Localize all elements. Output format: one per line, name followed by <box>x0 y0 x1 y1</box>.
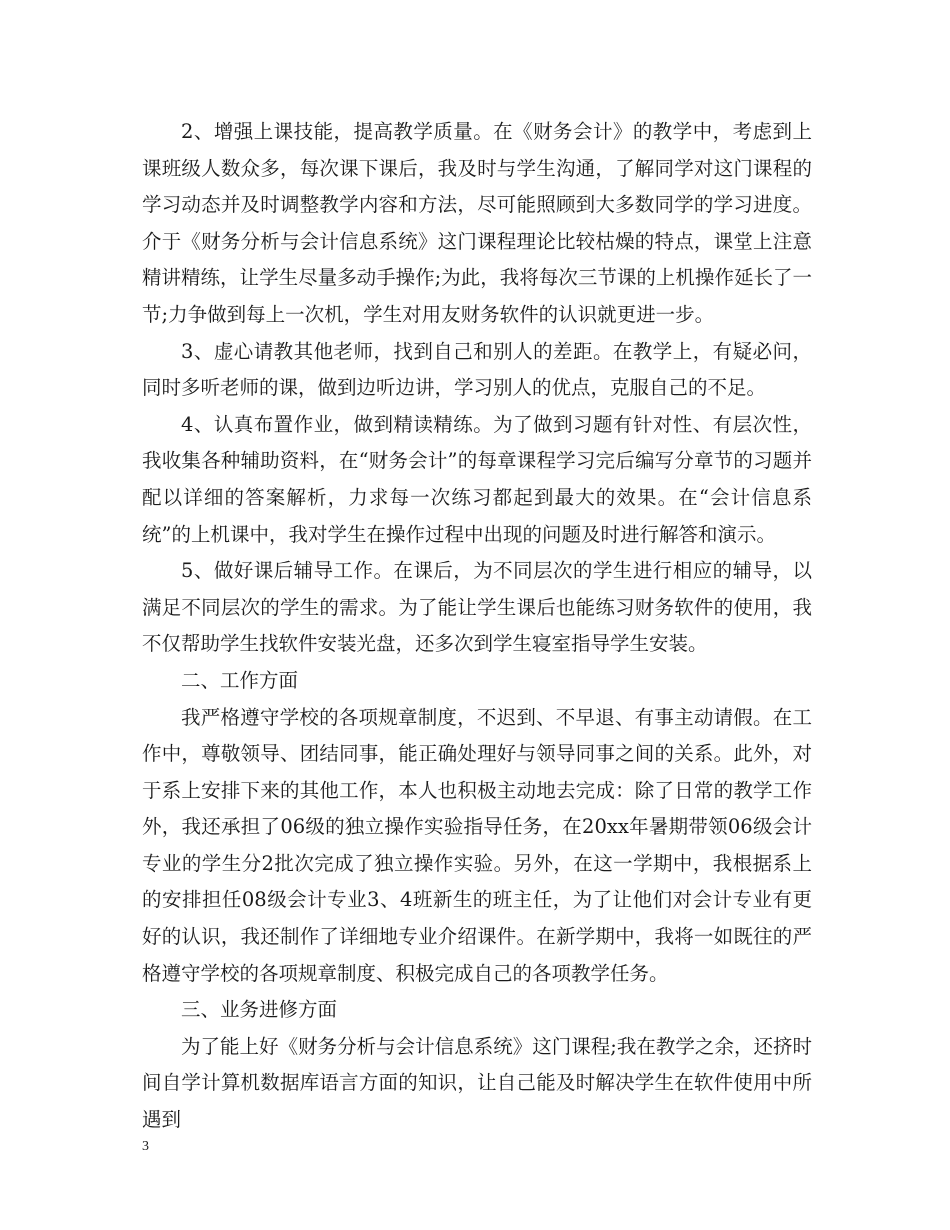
paragraph-work: 我严格遵守学校的各项规章制度，不迟到、不早退、有事主动请假。在工作中，尊敬领导、团结同事，能正确处理好与领导同事之间的关系。此外，对于系上安排下来的其他工作，本人也积极主动地去完成：除了日常的教学工作外，我还承担了06级的独立操作实验指导任务，在20xx年暑期带领06级会计专业的学生分2批次完成了独立操作实验。另外，在这一学期中，我根据系上的安排担任08级会计专业3、4班新生的班主任，为了让他们对会计专业有更好的认识，我还制作了详细地专业介绍课件。在新学期中，我将一如既往的严格遵守学校的各项规章制度、积极完成自己的各项教学任务。 <box>142 705 812 985</box>
document-body <box>142 114 812 1139</box>
paragraph-teaching-skills: 2、增强上课技能，提高教学质量。在《财务会计》的教学中，考虑到上课班级人数众多，每次课下课后，我及时与学生沟通，了解同学对这门课程的学习动态并及时调整教学内容和方法，尽可能照顾到大多数同学的学习进度。介于《财务分析与会计信息系统》这门课程理论比较枯燥的特点，课堂上注意精讲精练，让学生尽量多动手操作;为此，我将每次三节课的上机操作延长了一节;力争做到每上一次机，学生对用友财务软件的认识就更进一步。 <box>142 120 812 326</box>
section-heading-work: 二、工作方面 <box>181 668 299 692</box>
paragraph-professional-development: 为了能上好《财务分析与会计信息系统》这门课程;我在教学之余，还挤时间自学计算机数据库语言方面的知识，让自己能及时解决学生在软件使用中所遇到 <box>142 1034 812 1132</box>
paragraph-tutoring: 5、做好课后辅导工作。在课后，为不同层次的学生进行相应的辅导，以满足不同层次的学生的需求。为了能让学生课后也能练习财务软件的使用，我不仅帮助学生找软件安装光盘，还多次到学生寝室指导学生安装。 <box>142 559 812 656</box>
section-heading-professional-development: 三、业务进修方面 <box>181 998 338 1022</box>
paragraph-consult-teachers: 3、虚心请教其他老师，找到自己和别人的差距。在教学上，有疑必问，同时多听老师的课，做到边听边讲，学习别人的优点，克服自己的不足。 <box>142 339 812 400</box>
paragraph-homework: 4、认真布置作业，做到精读精练。为了做到习题有针对性、有层次性，我收集各种辅助资料，在“财务会计”的每章课程学习完后编写分章节的习题并配以详细的答案解析，力求每一次练习都起到最大的效果。在“会计信息系统”的上机课中，我对学生在操作过程中出现的问题及时进行解答和演示。 <box>142 412 812 546</box>
page-number: 3 <box>142 1139 149 1154</box>
